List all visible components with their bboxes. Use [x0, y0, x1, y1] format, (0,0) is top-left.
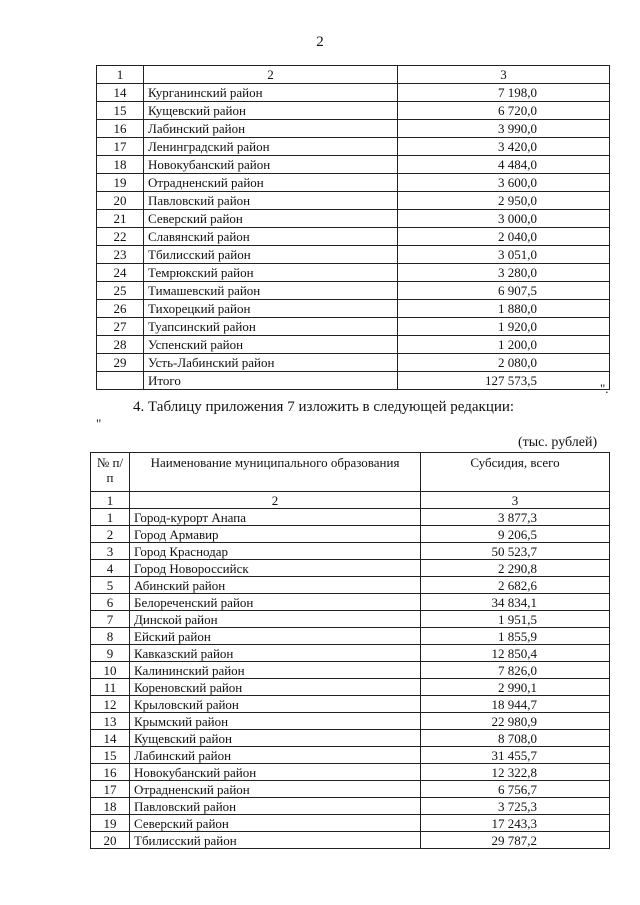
row-number: 19: [97, 174, 144, 192]
page-number: 2: [316, 34, 324, 50]
column-number-2: 2: [130, 492, 421, 509]
row-number: 29: [97, 354, 144, 372]
municipality-name: Курганинский район: [144, 84, 398, 102]
table-row: [91, 611, 610, 628]
subsidy-value: 3 725,3: [421, 798, 610, 815]
column-number-2: 2: [144, 66, 398, 84]
row-number: 9: [91, 645, 130, 662]
row-number: 15: [91, 747, 130, 764]
subsidy-value: 4 484,0: [398, 156, 610, 174]
row-number: 14: [97, 84, 144, 102]
row-number: 28: [97, 336, 144, 354]
row-number: 26: [97, 300, 144, 318]
table-row: [91, 560, 610, 577]
municipality-name: Город Краснодар: [130, 543, 421, 560]
municipality-name: Лабинский район: [144, 120, 398, 138]
municipality-name: Павловский район: [144, 192, 398, 210]
table-row: [91, 832, 610, 849]
row-number: 14: [91, 730, 130, 747]
municipality-name: Туапсинский район: [144, 318, 398, 336]
table-row: [91, 526, 610, 543]
row-number: 6: [91, 594, 130, 611]
header-number: № п/п: [91, 453, 130, 492]
units-label: (тыс. рублей): [518, 435, 598, 450]
row-number: 20: [91, 832, 130, 849]
municipality-name: Белореченский район: [130, 594, 421, 611]
municipality-name: Калининский район: [130, 662, 421, 679]
table-row: [91, 509, 610, 526]
subsidy-value: 34 834,1: [421, 594, 610, 611]
table-row: [97, 246, 610, 264]
total-row: [97, 372, 610, 390]
subsidy-value: 2 080,0: [398, 354, 610, 372]
table-row: [97, 354, 610, 372]
row-number: 16: [91, 764, 130, 781]
table-row: [97, 264, 610, 282]
row-number: 21: [97, 210, 144, 228]
table-row: [97, 84, 610, 102]
subsidy-value: 6 720,0: [398, 102, 610, 120]
row-number: 2: [91, 526, 130, 543]
municipality-name: Кущевский район: [130, 730, 421, 747]
subsidy-value: 9 206,5: [421, 526, 610, 543]
table-row: [91, 730, 610, 747]
row-number: 17: [91, 781, 130, 798]
table-row: [91, 713, 610, 730]
subsidy-value: 1 951,5: [421, 611, 610, 628]
row-number: 3: [91, 543, 130, 560]
table-row: [91, 781, 610, 798]
row-number: 11: [91, 679, 130, 696]
column-number-1: 1: [91, 492, 130, 509]
column-number-3: 3: [421, 492, 610, 509]
row-number: 5: [91, 577, 130, 594]
row-number: 17: [97, 138, 144, 156]
row-number: 18: [91, 798, 130, 815]
table-row: [91, 543, 610, 560]
subsidy-value: 50 523,7: [421, 543, 610, 560]
subsidy-value: 1 880,0: [398, 300, 610, 318]
subsidy-value: 1 855,9: [421, 628, 610, 645]
subsidy-value: 3 280,0: [398, 264, 610, 282]
column-number-row: [91, 492, 610, 509]
row-number: 1: [91, 509, 130, 526]
municipality-name: Северский район: [144, 210, 398, 228]
table-row: [91, 696, 610, 713]
subsidy-value: 22 980,9: [421, 713, 610, 730]
subsidy-value: 1 200,0: [398, 336, 610, 354]
subsidy-value: 7 198,0: [398, 84, 610, 102]
table-row: [91, 628, 610, 645]
municipality-name: Кавказский район: [130, 645, 421, 662]
table-row: [91, 679, 610, 696]
row-number: 15: [97, 102, 144, 120]
subsidy-value: 6 907,5: [398, 282, 610, 300]
row-number: 22: [97, 228, 144, 246]
table-row: [91, 662, 610, 679]
municipality-name: Абинский район: [130, 577, 421, 594]
subsidy-value: 3 600,0: [398, 174, 610, 192]
municipality-name: Тбилисский район: [144, 246, 398, 264]
subsidy-value: 2 990,1: [421, 679, 610, 696]
subsidy-value: 3 990,0: [398, 120, 610, 138]
table-row: [91, 645, 610, 662]
table-row: [97, 138, 610, 156]
table-row: [97, 192, 610, 210]
amendment-instruction: 4. Таблицу приложения 7 изложить в следующей редакции:: [133, 399, 515, 415]
municipality-name: Город Армавир: [130, 526, 421, 543]
municipality-name: Павловский район: [130, 798, 421, 815]
municipality-name: Город-курорт Анапа: [130, 509, 421, 526]
row-number: 19: [91, 815, 130, 832]
total-value: 127 573,5: [398, 372, 610, 390]
column-number-3: 3: [398, 66, 610, 84]
row-number: 20: [97, 192, 144, 210]
municipality-name: Крыловский район: [130, 696, 421, 713]
header-subsidy: Субсидия, всего: [421, 453, 610, 492]
total-number-cell: [97, 372, 144, 390]
row-number: 25: [97, 282, 144, 300]
table-row: [97, 102, 610, 120]
table-row: [91, 594, 610, 611]
municipality-name: Крымский район: [130, 713, 421, 730]
appendix-7-table: [90, 452, 610, 849]
municipality-name: Кущевский район: [144, 102, 398, 120]
subsidy-value: 1 920,0: [398, 318, 610, 336]
municipality-name: Кореновский район: [130, 679, 421, 696]
municipality-name: Темрюкский район: [144, 264, 398, 282]
closing-quote: ".: [600, 381, 609, 396]
municipality-name: Лабинский район: [130, 747, 421, 764]
subsidy-value: 12 322,8: [421, 764, 610, 781]
subsidy-value: 2 040,0: [398, 228, 610, 246]
opening-quote: ": [96, 416, 102, 431]
table-row: [97, 210, 610, 228]
subsidy-value: 8 708,0: [421, 730, 610, 747]
subsidy-value: 29 787,2: [421, 832, 610, 849]
table-row: [97, 336, 610, 354]
subsidy-value: 17 243,3: [421, 815, 610, 832]
municipality-name: Тимашевский район: [144, 282, 398, 300]
subsidy-value: 18 944,7: [421, 696, 610, 713]
municipality-name: Новокубанский район: [144, 156, 398, 174]
subsidy-value: 12 850,4: [421, 645, 610, 662]
subsidy-value: 31 455,7: [421, 747, 610, 764]
row-number: 16: [97, 120, 144, 138]
municipality-name: Ейский район: [130, 628, 421, 645]
subsidy-value: 2 682,6: [421, 577, 610, 594]
municipality-name: Отрадненский район: [144, 174, 398, 192]
table-row: [91, 798, 610, 815]
table-row: [97, 156, 610, 174]
municipality-name: Отрадненский район: [130, 781, 421, 798]
subsidy-value: 2 950,0: [398, 192, 610, 210]
municipality-name: Динской район: [130, 611, 421, 628]
row-number: 13: [91, 713, 130, 730]
subsidy-value: 7 826,0: [421, 662, 610, 679]
subsidy-value: 3 000,0: [398, 210, 610, 228]
municipality-name: Славянский район: [144, 228, 398, 246]
table-row: [91, 747, 610, 764]
column-number-row: [97, 66, 610, 84]
municipality-name: Новокубанский район: [130, 764, 421, 781]
row-number: 23: [97, 246, 144, 264]
column-number-1: 1: [97, 66, 144, 84]
municipality-name: Тихорецкий район: [144, 300, 398, 318]
table-row: [91, 815, 610, 832]
municipality-name: Усть-Лабинский район: [144, 354, 398, 372]
municipality-name: Северский район: [130, 815, 421, 832]
table-row: [91, 577, 610, 594]
table-row: [97, 300, 610, 318]
header-municipality: Наименование муниципального образования: [130, 453, 421, 492]
table-row: [91, 764, 610, 781]
row-number: 7: [91, 611, 130, 628]
subsidy-value: 2 290,8: [421, 560, 610, 577]
table-header-row: [91, 453, 610, 492]
row-number: 8: [91, 628, 130, 645]
row-number: 12: [91, 696, 130, 713]
subsidy-value: 3 051,0: [398, 246, 610, 264]
municipality-name: Тбилисский район: [130, 832, 421, 849]
subsidy-table-continued: [96, 65, 610, 390]
table-row: [97, 174, 610, 192]
municipality-name: Ленинградский район: [144, 138, 398, 156]
row-number: 24: [97, 264, 144, 282]
total-label: Итого: [144, 372, 398, 390]
row-number: 10: [91, 662, 130, 679]
row-number: 27: [97, 318, 144, 336]
table-row: [97, 120, 610, 138]
table-row: [97, 318, 610, 336]
municipality-name: Успенский район: [144, 336, 398, 354]
table-row: [97, 282, 610, 300]
row-number: 18: [97, 156, 144, 174]
subsidy-value: 3 877,3: [421, 509, 610, 526]
table-row: [97, 228, 610, 246]
municipality-name: Город Новороссийск: [130, 560, 421, 577]
subsidy-value: 6 756,7: [421, 781, 610, 798]
subsidy-value: 3 420,0: [398, 138, 610, 156]
row-number: 4: [91, 560, 130, 577]
